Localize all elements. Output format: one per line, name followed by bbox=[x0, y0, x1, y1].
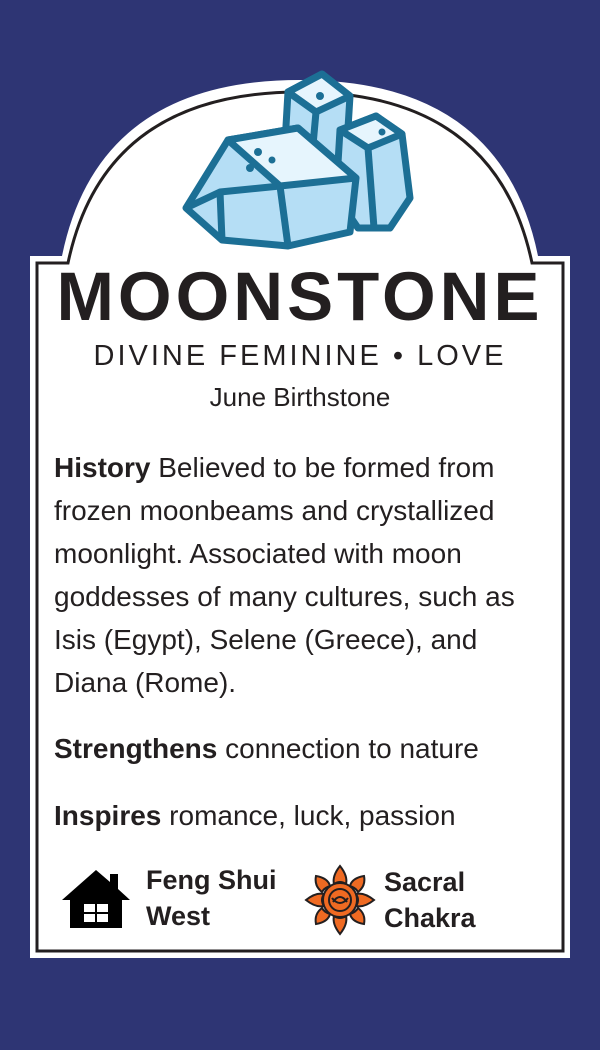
history-label: History bbox=[54, 452, 151, 483]
history-paragraph bbox=[54, 446, 554, 704]
feng-shui-info bbox=[60, 862, 277, 934]
inspires-text: romance, luck, passion bbox=[161, 800, 456, 831]
feng-shui-line1: Feng Shui bbox=[146, 865, 277, 895]
stone-title: MOONSTONE bbox=[56, 258, 544, 335]
chakra-info bbox=[302, 862, 476, 938]
chakra-line1: Sacral bbox=[384, 867, 466, 897]
inspires-paragraph bbox=[54, 794, 554, 837]
moonstone-crystal-icon bbox=[180, 68, 420, 258]
history-text: Believed to be formed from frozen moonbeams and crystallized moonlight. Associated with moon goddesses of many cultures, such as Isis (Egypt), Selene (Greece), and Diana (Rome). bbox=[54, 452, 515, 698]
strengthens-label: Strengthens bbox=[54, 733, 218, 764]
inspires-label: Inspires bbox=[54, 800, 162, 831]
feng-shui-direction: West bbox=[146, 901, 211, 931]
strengthens-text: connection to nature bbox=[217, 733, 479, 764]
birthstone-month: June Birthstone bbox=[209, 382, 391, 412]
strengthens-paragraph bbox=[54, 727, 554, 770]
sacral-chakra-icon bbox=[302, 862, 378, 938]
stone-subtitle: DIVINE FEMININE • LOVE bbox=[93, 340, 507, 372]
chakra-line2: Chakra bbox=[384, 903, 476, 933]
house-icon bbox=[60, 866, 132, 930]
